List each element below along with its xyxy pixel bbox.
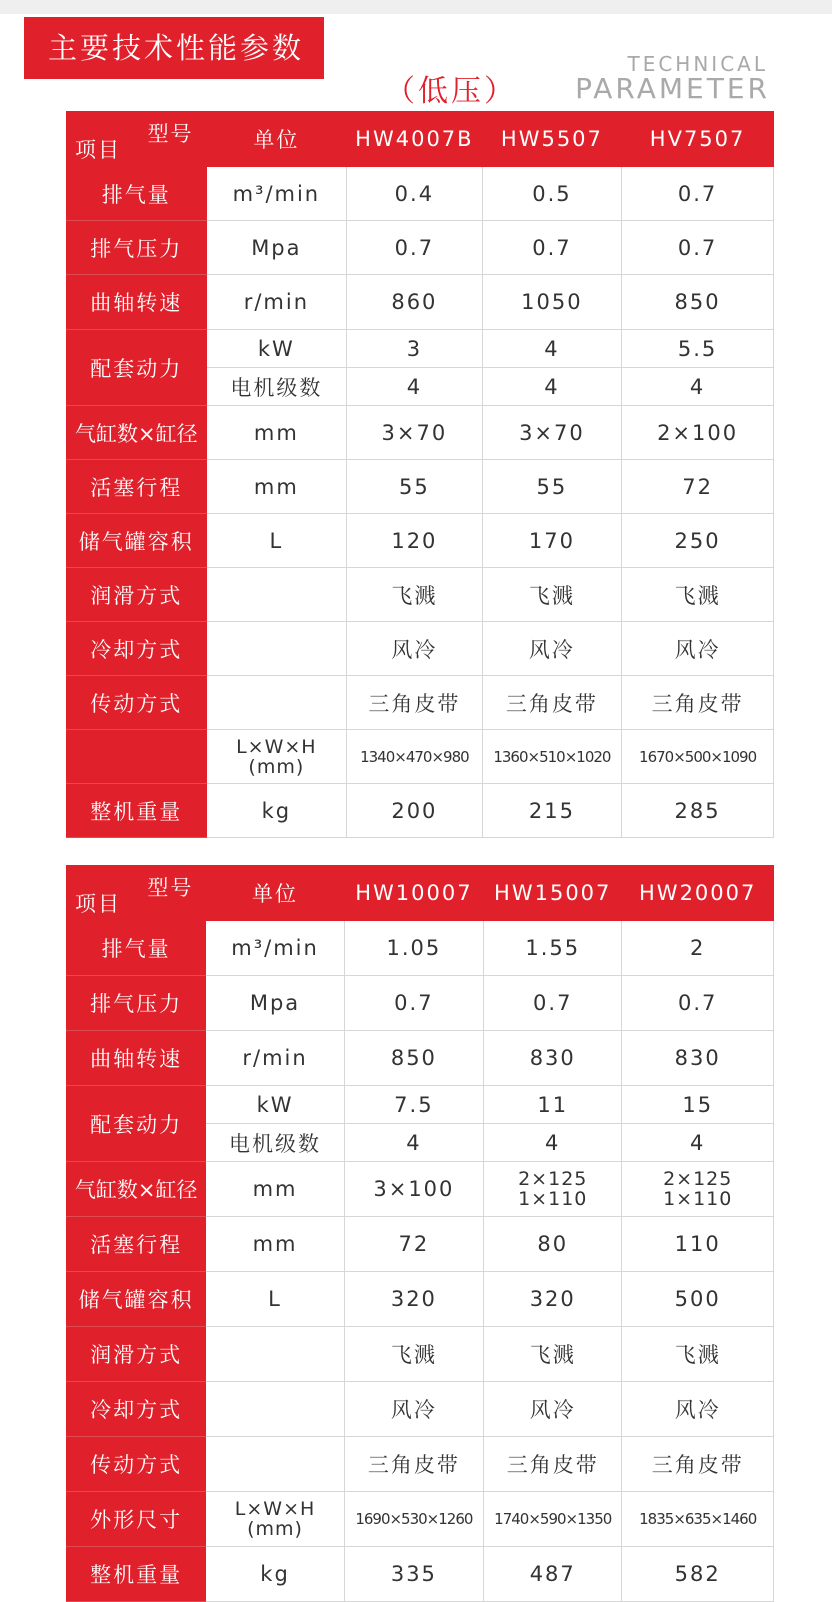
value-cell: 80 [484, 1217, 622, 1272]
row-label: 储气罐容积 [67, 1272, 206, 1327]
unit-cell [206, 1327, 344, 1382]
value-cell: 1360×510×1020 [482, 730, 622, 784]
unit-header: 单位 [206, 866, 344, 921]
value-cell: 0.7 [484, 976, 622, 1031]
table-row [67, 921, 774, 976]
table-row [67, 976, 774, 1031]
unit-cell: m³/min [206, 921, 344, 976]
unit-cell: kW [206, 1086, 344, 1124]
table-row [67, 514, 774, 568]
row-label: 活塞行程 [67, 1217, 206, 1272]
value-cell: 2×100 [622, 406, 774, 460]
value-cell: 三角皮带 [484, 1437, 622, 1492]
row-label: 储气罐容积 [67, 514, 207, 568]
table-row [67, 221, 774, 275]
unit-cell [206, 1437, 344, 1492]
row-label: 配套动力 [67, 1086, 206, 1162]
row-label: 曲轴转速 [67, 1031, 206, 1086]
value-cell: 335 [344, 1547, 483, 1602]
value-cell: 2 [622, 921, 774, 976]
table-row [67, 730, 774, 784]
value-cell: 风冷 [347, 622, 482, 676]
page-subtitle: （低压） [385, 74, 517, 109]
unit-cell: kg [206, 1547, 344, 1602]
value-cell: 三角皮带 [344, 1437, 483, 1492]
corner-item-label: 项目 [75, 138, 121, 162]
value-cell: 0.7 [622, 167, 774, 221]
value-cell: 0.7 [622, 976, 774, 1031]
header-row [67, 112, 774, 167]
value-cell: 500 [622, 1272, 774, 1327]
size-unit-line1: L×W×H [234, 1498, 316, 1520]
value-cell: 0.5 [482, 167, 622, 221]
unit-cell [206, 730, 347, 784]
table-row [67, 1382, 774, 1437]
table-row [67, 275, 774, 330]
value-cell: 110 [622, 1217, 774, 1272]
value-cell: 320 [344, 1272, 483, 1327]
unit-cell: m³/min [206, 167, 347, 221]
table-row [67, 622, 774, 676]
parameter-caption: PARAMETER [575, 72, 770, 105]
unit-cell [206, 1382, 344, 1437]
top-strip [0, 0, 832, 14]
value-cell: 飞溅 [622, 1327, 774, 1382]
corner-cell [67, 112, 207, 167]
value-cell: 飞溅 [344, 1327, 483, 1382]
value-cell: 285 [622, 784, 774, 838]
value-cell: 55 [347, 460, 482, 514]
value-cell: 飞溅 [347, 568, 482, 622]
table-row [67, 1492, 774, 1547]
value-cell: 830 [484, 1031, 622, 1086]
cylinder-line: 1×110 [518, 1188, 588, 1210]
value-cell: 0.7 [344, 976, 483, 1031]
unit-cell: L [206, 514, 347, 568]
spec-table-2 [66, 865, 774, 1602]
row-label: 传动方式 [67, 676, 207, 730]
value-cell: 飞溅 [482, 568, 622, 622]
value-cell: 850 [622, 275, 774, 330]
row-label: 传动方式 [67, 1437, 206, 1492]
value-cell: 11 [484, 1086, 622, 1124]
cylinder-line: 2×125 [518, 1168, 588, 1190]
value-cell: 三角皮带 [347, 676, 482, 730]
value-cell: 1.05 [344, 921, 483, 976]
corner-model-label: 型号 [147, 876, 194, 900]
model-header: HV7507 [622, 112, 774, 167]
row-label: 润滑方式 [67, 568, 207, 622]
row-label: 排气量 [67, 167, 207, 221]
row-label: 整机重量 [67, 784, 207, 838]
table-row [67, 330, 774, 368]
row-label: 活塞行程 [67, 460, 207, 514]
unit-cell: mm [206, 460, 347, 514]
value-cell: 4 [484, 1124, 622, 1162]
spec-table-1 [66, 111, 774, 838]
table-row [67, 1547, 774, 1602]
unit-cell: 电机级数 [206, 368, 347, 406]
table-row [67, 676, 774, 730]
value-cell: 风冷 [622, 1382, 774, 1437]
value-cell: 830 [622, 1031, 774, 1086]
unit-cell [206, 568, 347, 622]
value-cell: 三角皮带 [482, 676, 622, 730]
model-header: HW20007 [622, 866, 774, 921]
value-cell: 0.7 [622, 221, 774, 275]
row-label: 气缸数×缸径 [67, 406, 207, 460]
page-title: 主要技术性能参数 [24, 17, 324, 79]
table-row [67, 568, 774, 622]
value-cell: 0.4 [347, 167, 482, 221]
value-cell: 55 [482, 460, 622, 514]
value-cell: 1670×500×1090 [622, 730, 774, 784]
row-label: 排气量 [67, 921, 206, 976]
row-label: 整机重量 [67, 1547, 206, 1602]
value-cell: 3 [347, 330, 482, 368]
row-label: 排气压力 [67, 221, 207, 275]
unit-cell: Mpa [206, 221, 347, 275]
value-cell: 215 [482, 784, 622, 838]
row-label: 外形尺寸 [67, 1492, 206, 1547]
corner-item-label: 项目 [75, 892, 121, 916]
cylinder-line: 1×110 [663, 1188, 733, 1210]
unit-cell: 电机级数 [206, 1124, 344, 1162]
unit-cell: Mpa [206, 976, 344, 1031]
table-row [67, 784, 774, 838]
unit-cell: r/min [206, 275, 347, 330]
value-cell: 170 [482, 514, 622, 568]
value-cell: 4 [622, 368, 774, 406]
row-label: 润滑方式 [67, 1327, 206, 1382]
row-label: 冷却方式 [67, 622, 207, 676]
unit-cell [206, 1492, 344, 1547]
value-cell: 72 [622, 460, 774, 514]
value-cell: 4 [482, 368, 622, 406]
value-cell: 飞溅 [622, 568, 774, 622]
value-cell: 三角皮带 [622, 1437, 774, 1492]
unit-cell [206, 676, 347, 730]
value-cell: 3×70 [482, 406, 622, 460]
value-cell [622, 1162, 774, 1217]
value-cell: 860 [347, 275, 482, 330]
table-row [67, 1031, 774, 1086]
value-cell: 1050 [482, 275, 622, 330]
size-unit-line1: L×W×H [236, 735, 317, 758]
value-cell: 4 [482, 330, 622, 368]
table-row [67, 1437, 774, 1492]
row-label: 气缸数×缸径 [67, 1162, 206, 1217]
size-unit-line2: (mm) [247, 1518, 303, 1540]
value-cell: 4 [622, 1124, 774, 1162]
value-cell: 0.7 [347, 221, 482, 275]
model-header: HW10007 [344, 866, 483, 921]
corner-cell [67, 866, 206, 921]
technical-caption: TECHNICAL [627, 52, 768, 76]
table-row [67, 460, 774, 514]
value-cell: 7.5 [344, 1086, 483, 1124]
value-cell: 三角皮带 [622, 676, 774, 730]
value-cell: 3×70 [347, 406, 482, 460]
value-cell: 0.7 [482, 221, 622, 275]
value-cell: 4 [347, 368, 482, 406]
value-cell: 1835×635×1460 [622, 1492, 774, 1547]
cylinder-line: 2×125 [663, 1168, 733, 1190]
value-cell: 72 [344, 1217, 483, 1272]
model-header: HW4007B [347, 112, 482, 167]
value-cell: 120 [347, 514, 482, 568]
value-cell: 582 [622, 1547, 774, 1602]
value-cell: 15 [622, 1086, 774, 1124]
table-row [67, 167, 774, 221]
value-cell: 风冷 [344, 1382, 483, 1437]
corner-model-label: 型号 [147, 122, 194, 146]
row-label: 曲轴转速 [67, 275, 207, 330]
model-header: HW15007 [484, 866, 622, 921]
value-cell: 200 [347, 784, 482, 838]
unit-cell: L [206, 1272, 344, 1327]
row-label-empty [67, 730, 207, 784]
value-cell: 250 [622, 514, 774, 568]
value-cell: 风冷 [482, 622, 622, 676]
table-row [67, 406, 774, 460]
value-cell: 飞溅 [484, 1327, 622, 1382]
table-row [67, 1217, 774, 1272]
model-header: HW5507 [482, 112, 622, 167]
value-cell: 850 [344, 1031, 483, 1086]
value-cell: 1740×590×1350 [484, 1492, 622, 1547]
unit-cell: mm [206, 406, 347, 460]
unit-cell: kW [206, 330, 347, 368]
table-row [67, 1086, 774, 1124]
row-label: 配套动力 [67, 330, 207, 406]
unit-cell [206, 622, 347, 676]
value-cell: 1340×470×980 [347, 730, 482, 784]
row-label: 排气压力 [67, 976, 206, 1031]
unit-cell: mm [206, 1162, 344, 1217]
unit-header: 单位 [206, 112, 347, 167]
value-cell: 4 [344, 1124, 483, 1162]
value-cell: 风冷 [622, 622, 774, 676]
unit-cell: kg [206, 784, 347, 838]
unit-cell: r/min [206, 1031, 344, 1086]
size-unit-line2: (mm) [248, 755, 305, 778]
row-label: 冷却方式 [67, 1382, 206, 1437]
table-row [67, 1327, 774, 1382]
value-cell: 1.55 [484, 921, 622, 976]
table-row [67, 1162, 774, 1217]
value-cell: 1690×530×1260 [344, 1492, 483, 1547]
value-cell [484, 1162, 622, 1217]
value-cell: 487 [484, 1547, 622, 1602]
table-row [67, 1272, 774, 1327]
unit-cell: mm [206, 1217, 344, 1272]
value-cell: 3×100 [344, 1162, 483, 1217]
value-cell: 320 [484, 1272, 622, 1327]
value-cell: 风冷 [484, 1382, 622, 1437]
value-cell: 5.5 [622, 330, 774, 368]
header-row [67, 866, 774, 921]
